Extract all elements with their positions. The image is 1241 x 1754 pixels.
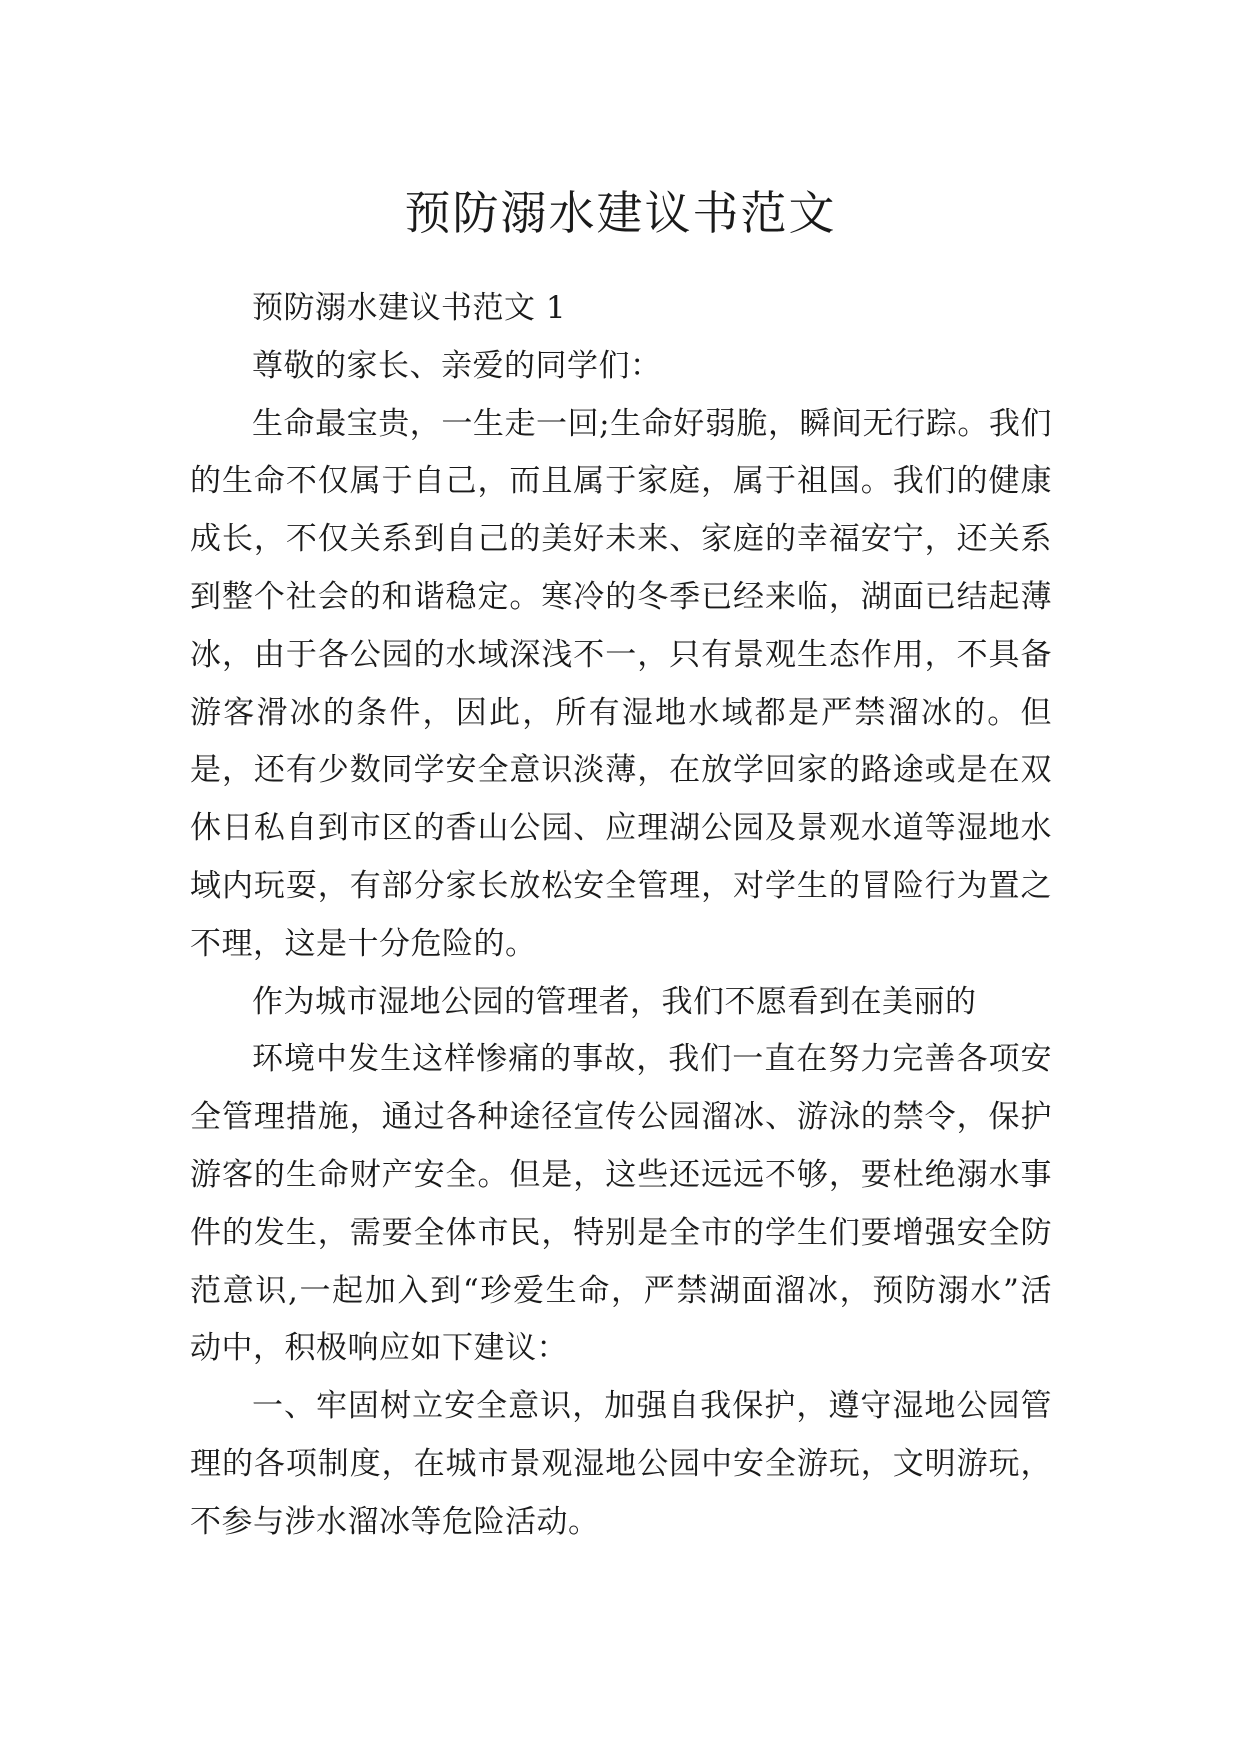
paragraph: 一、牢固树立安全意识，加强自我保护，遵守湿地公园管理的各项制度，在城市景观湿地公园中安全游玩，文明游玩，不参与涉水溜冰等危险活动。 [190, 1388, 1052, 1540]
salutation: 尊敬的家长、亲爱的同学们： [252, 347, 662, 384]
document-title: 预防溺水建议书范文 [404, 185, 837, 240]
paragraph: 生命最宝贵，一生走一回;生命好弱脆，瞬间无行踪。我们的生命不仅属于自己，而且属于家庭，属于祖国。我们的健康成长，不仅关系到自己的美好未来、家庭的幸福安宁，还关系到整个社会的和谐稳定。寒冷的冬季已经来临，湖面已结起薄冰，由于各公园的水域深浅不一，只有景观生态作用，不具备游客滑冰的条件，因此，所有湿地水域都是严禁溜冰的。但是，还有少数同学安全意识淡薄，在放学回家的路途或是在双休日私自到市区的香山公园、应理湖公园及景观水道等湿地水域内玩耍，有部分家长放松安全管理，对学生的冒险行为置之不理，这是十分危险的。 [190, 405, 1052, 962]
section-heading: 预防溺水建议书范文 1 [252, 290, 567, 326]
document-body [190, 280, 1052, 1552]
paragraph: 作为城市湿地公园的管理者，我们不愿看到在美丽的 [252, 983, 977, 1020]
paragraph: 环境中发生这样惨痛的事故，我们一直在努力完善各项安全管理措施，通过各种途径宣传公园溜冰、游泳的禁令，保护游客的生命财产安全。但是，这些还远远不够，要杜绝溺水事件的发生，需要全体市民，特别是全市的学生们要增强安全防范意识,一起加入到“珍爱生命，严禁湖面溜冰，预防溺水”活动中，积极响应如下建议： [190, 1041, 1052, 1367]
